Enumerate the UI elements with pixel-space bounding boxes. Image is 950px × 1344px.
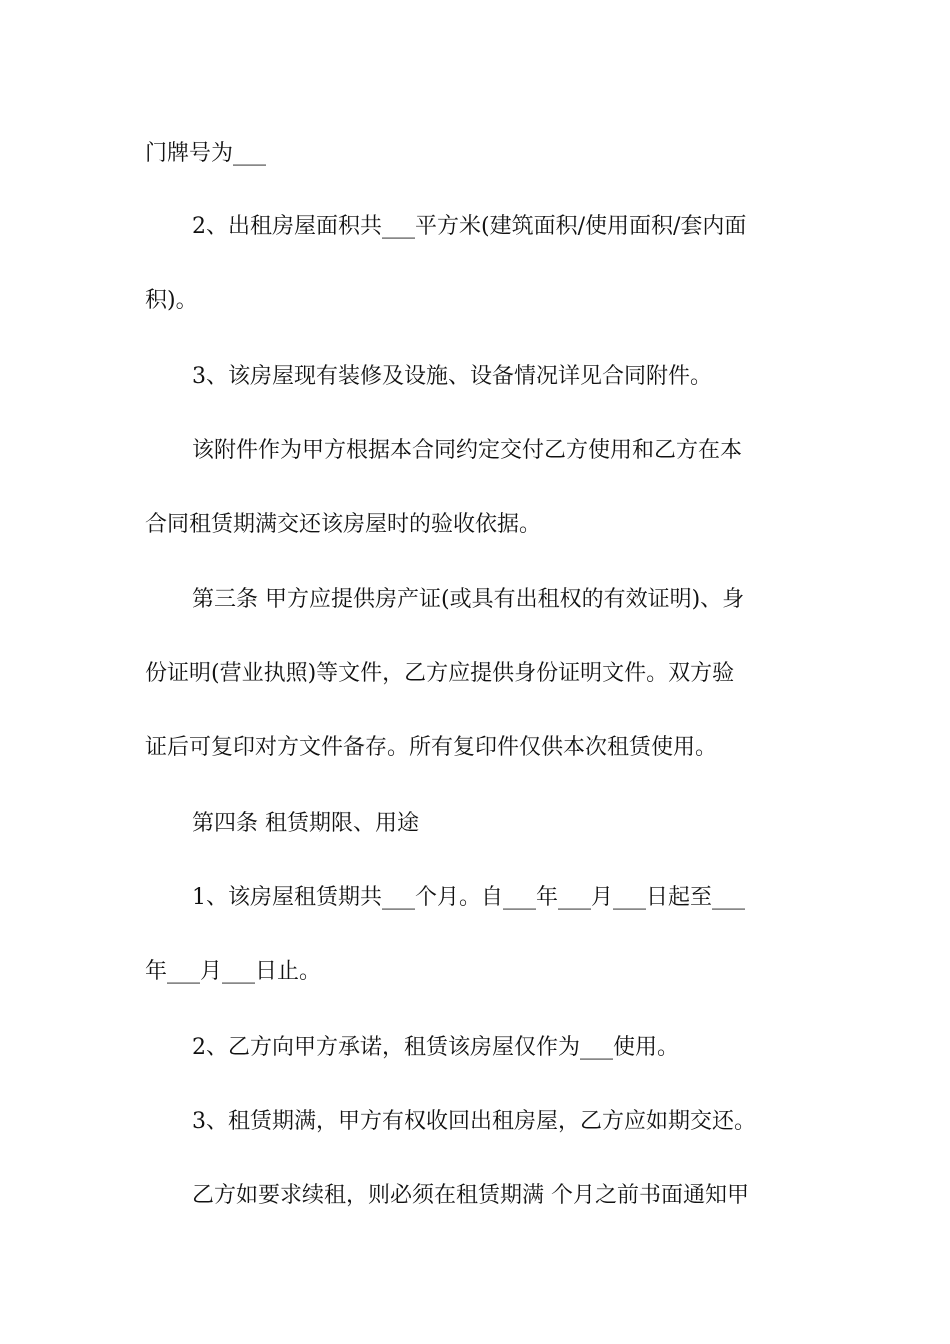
- line-text: 2、出租房屋面积共___平方米(建筑面积/使用面积/套内面: [192, 214, 747, 239]
- text-line-2: [0, 207, 950, 247]
- text-line-15: [0, 1176, 950, 1216]
- line-text: 份证明(营业执照)等文件，乙方应提供身份证明文件。双方验: [145, 661, 735, 686]
- text-line-13: [0, 1028, 950, 1068]
- line-text: 该附件作为甲方根据本合同约定交付乙方使用和乙方在本: [192, 438, 743, 463]
- text-line-8: [0, 654, 950, 694]
- line-text: 年___月___日止。: [145, 959, 322, 984]
- text-line-1: [0, 134, 950, 174]
- text-line-6: [0, 505, 950, 545]
- text-line-3: [0, 281, 950, 321]
- line-text: 合同租赁期满交还该房屋时的验收依据。: [145, 512, 542, 537]
- text-line-7: [0, 580, 950, 620]
- line-text: 积)。: [145, 288, 198, 313]
- text-line-11: [0, 878, 950, 918]
- text-line-5: [0, 431, 950, 471]
- line-text: 证后可复印对方文件备存。所有复印件仅供本次租赁使用。: [145, 735, 718, 760]
- line-text: 2、乙方向甲方承诺，租赁该房屋仅作为___使用。: [192, 1035, 679, 1060]
- text-line-4: [0, 357, 950, 397]
- line-text: 1、该房屋租赁期共___个月。自___年___月___日起至___: [192, 885, 745, 910]
- line-text: 门牌号为___: [145, 141, 267, 166]
- text-line-14: [0, 1102, 950, 1142]
- text-line-12: [0, 952, 950, 992]
- line-text: 3、该房屋现有装修及设施、设备情况详见合同附件。: [192, 364, 712, 389]
- line-text: 3、租赁期满，甲方有权收回出租房屋，乙方应如期交还。: [192, 1109, 756, 1134]
- line-text: 乙方如要求续租，则必须在租赁期满 个月之前书面通知甲: [192, 1183, 749, 1208]
- line-text: 第四条 租赁期限、用途: [192, 811, 419, 836]
- line-text: 第三条 甲方应提供房产证(或具有出租权的有效证明)、身: [192, 587, 745, 612]
- text-line-9: [0, 728, 950, 768]
- text-line-10: [0, 804, 950, 844]
